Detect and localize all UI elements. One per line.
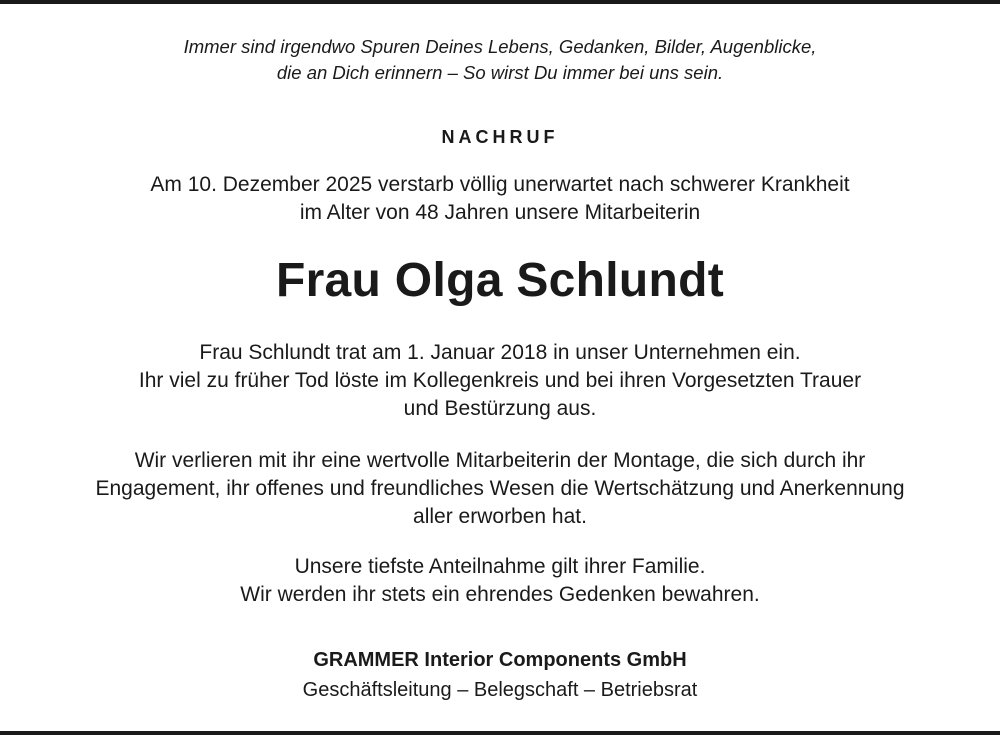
paragraph-line: Ihr viel zu früher Tod löste im Kollegenkreis und bei ihren Vorgesetzten Trauer xyxy=(138,369,862,392)
paragraph-line: Wir verlieren mit ihr eine wertvolle Mitarbeiterin der Montage, die sich durch ihr xyxy=(134,449,866,472)
deceased-name: Frau Olga Schlundt xyxy=(275,254,725,307)
paragraph-line: Frau Schlundt trat am 1. Januar 2018 in unser Unternehmen ein. xyxy=(199,341,801,364)
intro-line: im Alter von 48 Jahren unsere Mitarbeiterin xyxy=(299,201,701,224)
paragraph-line: Engagement, ihr offenes und freundliches Wesen die Wertschätzung und Anerkennung xyxy=(95,477,905,500)
paragraph-line: aller erworben hat. xyxy=(413,505,587,528)
company-name: GRAMMER Interior Components GmbH xyxy=(313,649,687,671)
intro-text xyxy=(0,171,1000,227)
motto-quote xyxy=(0,34,1000,86)
motto-line: Immer sind irgendwo Spuren Deines Lebens, Gedanken, Bilder, Augenblicke, xyxy=(183,36,817,57)
paragraph-line: Unsere tiefste Anteilnahme gilt ihrer Familie. xyxy=(294,555,706,578)
intro-line: Am 10. Dezember 2025 verstarb völlig unerwartet nach schwerer Krankheit xyxy=(150,173,850,196)
paragraph-line: und Bestürzung aus. xyxy=(403,397,597,420)
condolence-paragraph xyxy=(0,553,1000,609)
notice-heading: NACHRUF xyxy=(441,127,559,147)
tribute-paragraph xyxy=(0,447,1000,531)
employment-paragraph xyxy=(0,339,1000,423)
motto-line: die an Dich erinnern – So wirst Du immer bei uns sein. xyxy=(276,62,724,83)
signature-departments: Geschäftsleitung – Belegschaft – Betriebsrat xyxy=(302,679,698,701)
paragraph-line: Wir werden ihr stets ein ehrendes Gedenken bewahren. xyxy=(240,583,760,606)
